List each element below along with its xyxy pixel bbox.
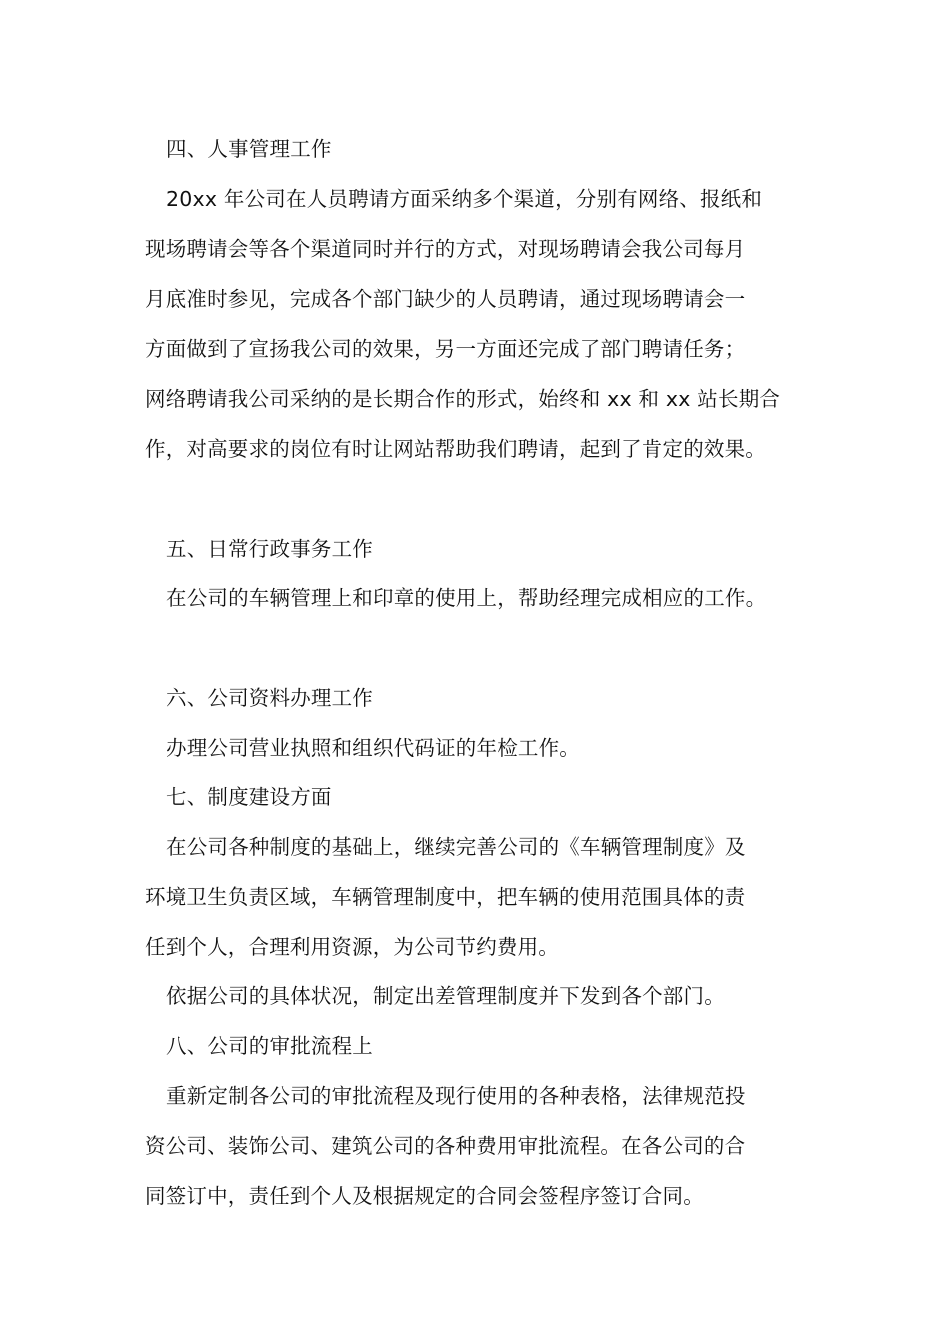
paragraph-line: 同签订中，责任到个人及根据规定的合同会签程序签订合同。: [145, 1184, 704, 1208]
paragraph-line: 办理公司营业执照和组织代码证的年检工作。: [166, 736, 580, 760]
paragraph-line: 重新定制各公司的审批流程及现行使用的各种表格，法律规范投: [166, 1084, 746, 1108]
section-heading-daily-admin: 五、日常行政事务工作: [166, 537, 373, 561]
section-heading-system-building: 七、制度建设方面: [166, 785, 332, 809]
paragraph-line: 月底准时参见，完成各个部门缺少的人员聘请，通过现场聘请会一: [145, 287, 746, 311]
paragraph-line: 在公司各种制度的基础上，继续完善公司的《车辆管理制度》及: [166, 835, 746, 859]
paragraph-line: 方面做到了宣扬我公司的效果，另一方面还完成了部门聘请任务；: [145, 337, 746, 361]
section-heading-approval-process: 八、公司的审批流程上: [166, 1034, 373, 1058]
paragraph-line: 20xx 年公司在人员聘请方面采纳多个渠道，分别有网络、报纸和: [166, 187, 763, 211]
paragraph-line: 网络聘请我公司采纳的是长期合作的形式，始终和 xx 和 xx 站长期合: [145, 387, 781, 411]
paragraph-line: 任到个人，合理利用资源，为公司节约费用。: [145, 935, 559, 959]
paragraph-line: 依据公司的具体状况，制定出差管理制度并下发到各个部门。: [166, 984, 725, 1008]
section-heading-company-documents: 六、公司资料办理工作: [166, 686, 373, 710]
paragraph-line: 资公司、装饰公司、建筑公司的各种费用审批流程。在各公司的合: [145, 1134, 746, 1158]
paragraph-line: 在公司的车辆管理上和印章的使用上，帮助经理完成相应的工作。: [166, 586, 767, 610]
paragraph-line: 环境卫生负责区域，车辆管理制度中，把车辆的使用范围具体的责: [145, 885, 746, 909]
paragraph-line: 作，对高要求的岗位有时让网站帮助我们聘请，起到了肯定的效果。: [145, 437, 766, 461]
paragraph-line: 现场聘请会等各个渠道同时并行的方式，对现场聘请会我公司每月: [145, 237, 746, 261]
section-heading-personnel: 四、人事管理工作: [166, 137, 332, 161]
